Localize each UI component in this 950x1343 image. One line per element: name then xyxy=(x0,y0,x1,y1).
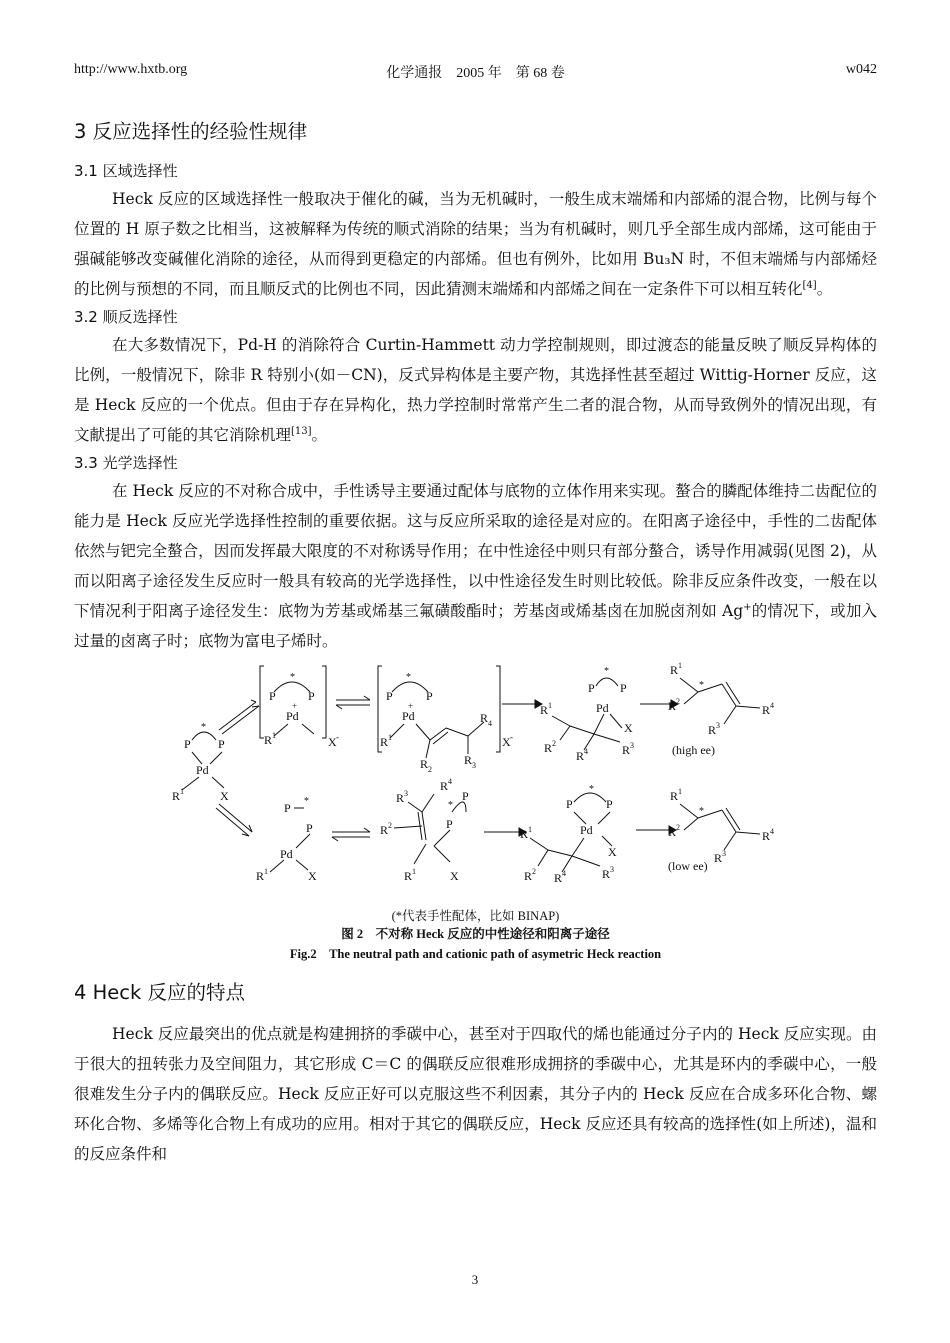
section-3-2-title: 3.2 顺反选择性 xyxy=(74,308,178,326)
svg-text:R: R xyxy=(172,789,181,803)
svg-text:1: 1 xyxy=(412,867,416,876)
svg-text:R: R xyxy=(670,663,679,677)
svg-text:-: - xyxy=(336,732,339,742)
svg-text:4: 4 xyxy=(448,777,452,786)
svg-text:4: 4 xyxy=(770,701,774,710)
page-header xyxy=(74,62,877,82)
svg-text:R: R xyxy=(256,869,265,883)
svg-text:Pd: Pd xyxy=(596,701,609,715)
svg-text:3: 3 xyxy=(716,721,720,730)
svg-text:*: * xyxy=(589,784,594,795)
citation-4[interactable]: [4] xyxy=(802,279,817,291)
reaction-scheme-diagram xyxy=(74,662,877,907)
svg-text:1: 1 xyxy=(272,731,276,740)
svg-text:R: R xyxy=(540,703,549,717)
svg-text:P: P xyxy=(446,817,453,831)
svg-text:P: P xyxy=(184,737,191,751)
svg-text:R: R xyxy=(544,741,553,755)
header-journal: 化学通报 2005 年 第 68 卷 xyxy=(386,66,565,81)
svg-text:P: P xyxy=(620,681,627,695)
svg-text:X: X xyxy=(308,869,317,883)
svg-text:R: R xyxy=(524,869,533,883)
svg-text:P: P xyxy=(588,681,595,695)
svg-text:X: X xyxy=(502,735,511,749)
svg-text:2: 2 xyxy=(532,867,536,876)
svg-text:P: P xyxy=(606,797,613,811)
svg-text:P: P xyxy=(306,821,313,835)
svg-text:2: 2 xyxy=(428,765,432,774)
citation-13[interactable]: [13] xyxy=(291,425,312,437)
svg-text:3: 3 xyxy=(404,789,408,798)
svg-text:-: - xyxy=(510,732,513,742)
section-3-2-paragraph: 在大多数情况下，Pd-H 的消除符合 Curtin-Hammett 动力学控制规则，即过渡态的能量反映了顺反异构体的比例，一般情况下，除非 R 特别小(如－CN)，反式异构体是主要产物，其选择性甚至超过 Wittig-Horner 反应，这是 Heck 反应的一个优点。但由于存在异构化，热力学控制时常常产生二者的混合物，从而导致例外的情况出现，有文献提出了可能的其它消除机理[13]。 xyxy=(74,336,877,444)
svg-text:R: R xyxy=(396,791,405,805)
svg-text:R: R xyxy=(520,827,529,841)
equilibrium-arrow-up xyxy=(219,700,259,734)
page-content xyxy=(74,118,877,1169)
svg-text:X: X xyxy=(450,869,459,883)
svg-text:X: X xyxy=(220,789,229,803)
neutral-complex-2 xyxy=(380,777,469,883)
svg-text:P: P xyxy=(308,689,315,703)
section-3-1-paragraph: Heck 反应的区域选择性一般取决于催化的碱，当为无机碱时，一般生成末端烯和内部烯的混合物，比例与每个位置的 H 原子数之比相当，这被解释为传统的顺式消除的结果；当为有机碱时，则几乎全部生成内部烯，这可能由于强碱能够改变碱催化消除的途径，从而得到更稳定的内部烯。但也有例外，比如用 Bu₃N 时，不但末端烯与内部烯烃的比例与预想的不同，而且顺反式的比例也不同，因此猜测末端烯和内部烯之间在一定条件下可以相互转化[4]。 xyxy=(74,190,877,298)
svg-text:P: P xyxy=(426,689,433,703)
equilibrium-arrow-down xyxy=(216,804,252,836)
svg-text:+: + xyxy=(292,701,298,711)
svg-text:R: R xyxy=(440,779,449,793)
figure-caption-zh: 图 2 不对称 Heck 反应的中性途径和阳离子途径 xyxy=(341,927,610,941)
svg-text:R: R xyxy=(554,871,563,885)
svg-text:X: X xyxy=(608,845,617,859)
low-ee-label: (low ee) xyxy=(668,859,708,873)
svg-text:1: 1 xyxy=(678,662,682,670)
section-3-3-title: 3.3 光学选择性 xyxy=(74,454,178,472)
svg-text:1: 1 xyxy=(264,867,268,876)
figure-caption-en: Fig.2 The neutral path and cationic path of asymetric Heck reaction xyxy=(289,947,662,961)
start-complex xyxy=(172,722,229,803)
svg-text:R: R xyxy=(480,711,489,725)
svg-text:R: R xyxy=(464,753,473,767)
svg-text:P: P xyxy=(462,789,469,803)
svg-text:2: 2 xyxy=(676,823,680,832)
high-ee-label: (high ee) xyxy=(672,743,715,757)
svg-text:R: R xyxy=(668,825,677,839)
svg-text:Pd: Pd xyxy=(286,709,299,723)
header-code: w042 xyxy=(845,62,877,77)
svg-text:R: R xyxy=(264,733,273,747)
svg-text:P: P xyxy=(386,689,393,703)
section-4 xyxy=(74,979,877,1169)
svg-text:4: 4 xyxy=(584,747,588,756)
cationic-complex-2 xyxy=(378,666,513,774)
svg-text:1: 1 xyxy=(388,733,392,742)
svg-text:3: 3 xyxy=(722,849,726,858)
section-3-1-title: 3.1 区域选择性 xyxy=(74,162,178,180)
svg-text:P: P xyxy=(218,737,225,751)
svg-text:R: R xyxy=(714,851,723,865)
cationic-intermediate xyxy=(540,666,634,763)
svg-text:P: P xyxy=(269,689,276,703)
cationic-complex-1 xyxy=(260,666,339,749)
svg-text:R: R xyxy=(670,789,679,803)
svg-text:R: R xyxy=(576,749,585,763)
svg-text:1: 1 xyxy=(180,787,184,796)
svg-text:X: X xyxy=(624,721,633,735)
svg-text:*: * xyxy=(406,672,411,683)
svg-text:2: 2 xyxy=(676,697,680,706)
svg-text:3: 3 xyxy=(472,761,476,770)
page-number: 3 xyxy=(471,1272,479,1287)
svg-text:*: * xyxy=(304,796,309,807)
svg-text:R: R xyxy=(668,699,677,713)
equilibrium-arrow-top xyxy=(336,696,370,709)
svg-text:4: 4 xyxy=(488,719,492,728)
svg-text:X: X xyxy=(328,735,337,749)
svg-text:+: + xyxy=(408,701,414,711)
product-low-ee xyxy=(668,787,774,873)
svg-text:*: * xyxy=(604,666,609,677)
section-4-title: 4 Heck 反应的特点 xyxy=(74,981,245,1004)
neutral-intermediate xyxy=(520,784,617,885)
svg-text:P: P xyxy=(284,801,291,815)
figure-caption xyxy=(74,907,877,965)
svg-text:1: 1 xyxy=(678,787,682,796)
section-3-title: 3 反应选择性的经验性规律 xyxy=(74,120,308,143)
header-url[interactable]: http://www.hxtb.org xyxy=(74,62,188,77)
svg-text:Pd: Pd xyxy=(280,847,293,861)
svg-text:*: * xyxy=(290,672,295,683)
svg-text:3: 3 xyxy=(630,741,634,750)
chiral-star: * xyxy=(201,722,206,733)
svg-text:R: R xyxy=(622,743,631,757)
svg-text:*: * xyxy=(448,800,453,811)
svg-text:Pd: Pd xyxy=(402,709,415,723)
svg-text:4: 4 xyxy=(770,827,774,836)
product-high-ee xyxy=(668,662,774,757)
svg-text:*: * xyxy=(699,680,704,691)
figure-note: (*代表手性配体，比如 BINAP) xyxy=(391,909,560,923)
svg-text:R: R xyxy=(380,735,389,749)
svg-text:4: 4 xyxy=(562,869,566,878)
svg-text:*: * xyxy=(699,806,704,817)
arrow-cationic-1 xyxy=(502,700,542,708)
pd-atom: Pd xyxy=(196,763,209,777)
svg-text:R: R xyxy=(762,829,771,843)
svg-text:R: R xyxy=(708,723,717,737)
section-4-paragraph: Heck 反应最突出的优点就是构建拥挤的季碳中心，甚至对于四取代的烯也能通过分子内的 Heck 反应实现。由于很大的扭转张力及空间阻力，其它形成 C＝C 的偶联反应很难形成拥挤的季碳中心，尤其是环内的季碳中心，一般很难发生分子内的偶联反应。Heck 反应正好可以克服这些不利因素，其分子内的 Heck 反应在合成多环化合物、螺环化合物、多烯等化合物上有成功的应用。相对于其它的偶联反应，Heck 反应还具有较高的选择性(如上所述)，温和的反应条件和 xyxy=(74,1025,877,1163)
svg-text:3: 3 xyxy=(610,865,614,874)
neutral-complex-1 xyxy=(256,796,317,883)
figure-2-scheme xyxy=(74,662,877,907)
svg-text:1: 1 xyxy=(548,701,552,710)
svg-text:R: R xyxy=(602,867,611,881)
svg-text:2: 2 xyxy=(552,739,556,748)
svg-text:R: R xyxy=(420,757,429,771)
svg-text:R: R xyxy=(762,703,771,717)
equilibrium-arrow-bottom xyxy=(332,828,370,841)
svg-text:R: R xyxy=(404,869,413,883)
section-3-3-paragraph: 在 Heck 反应的不对称合成中，手性诱导主要通过配体与底物的立体作用来实现。螯合的膦配体维持二齿配位的能力是 Heck 反应光学选择性控制的重要依据。这与反应所采取的途径是对应的。在阳离子途径中，手性的二齿配体依然与钯完全螯合，因而发挥最大限度的不对称诱导作用；在中性途径中则只有部分螯合，诱导作用减弱(见图 2)，从而以阳离子途径发生反应时一般具有较高的光学选择性，以中性途径发生时则比较低。除非反应条件改变，一般在以下情况利于阳离子途径发生：底物为芳基或烯基三氟磺酸酯时；芳基卤或烯基卤在加脱卤剂如 Ag+的情况下，或加入过量的卤离子时；底物为富电子烯时。 xyxy=(74,482,877,650)
svg-text:R: R xyxy=(380,823,389,837)
svg-text:Pd: Pd xyxy=(580,823,593,837)
svg-text:P: P xyxy=(566,797,573,811)
svg-text:2: 2 xyxy=(388,821,392,830)
svg-text:1: 1 xyxy=(528,825,532,834)
